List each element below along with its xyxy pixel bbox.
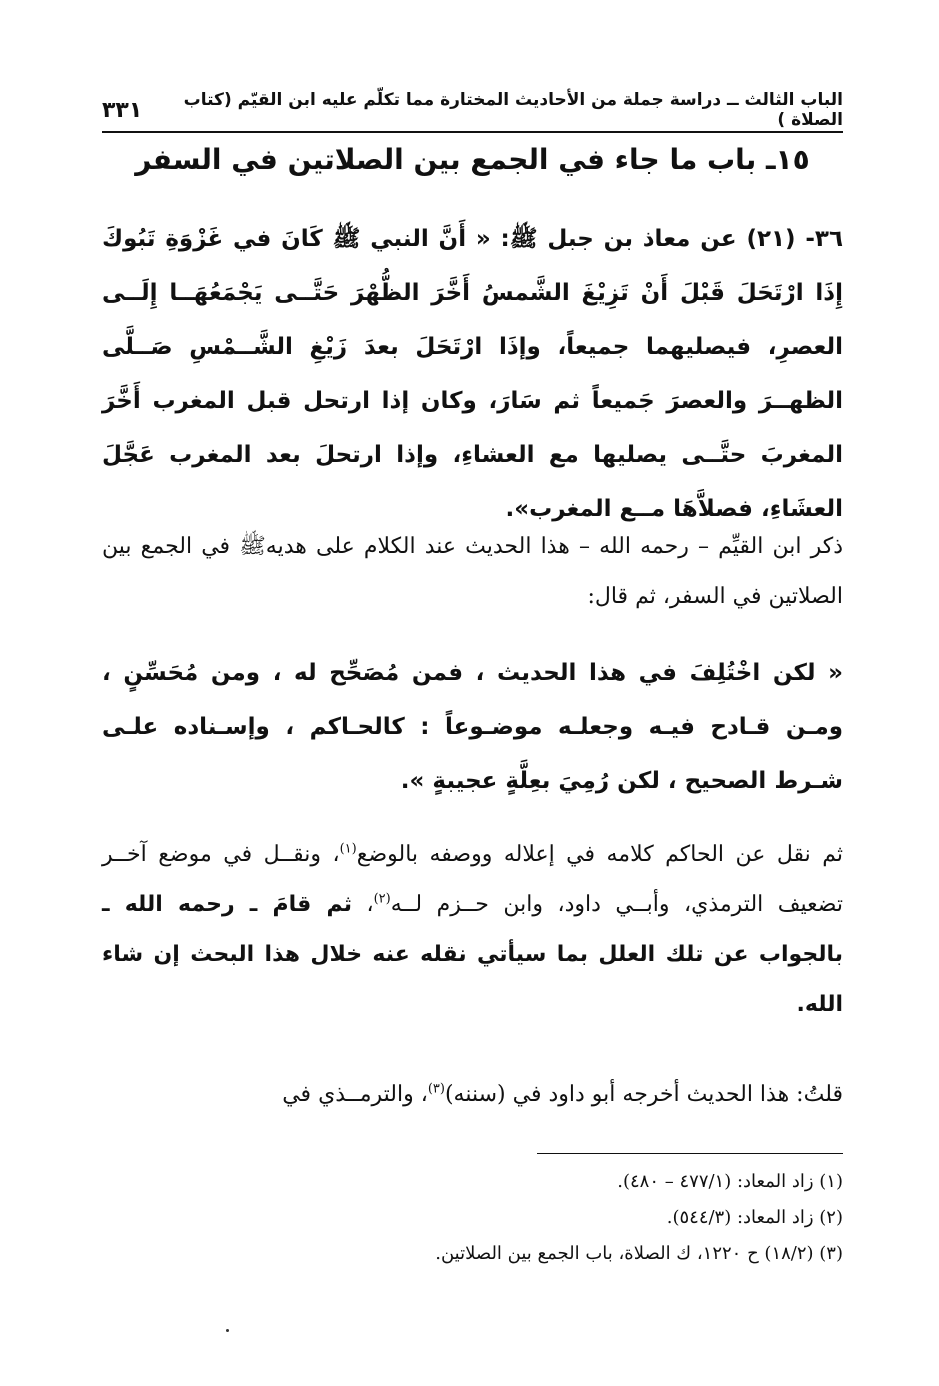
header-rule — [102, 131, 843, 133]
footnote-ref-2: (٢) — [373, 891, 391, 907]
conclusion-part-1: قلتُ: هذا الحديث أخرجه أبو داود في (سننه) — [444, 1082, 843, 1107]
conclusion-paragraph — [102, 1070, 843, 1120]
running-header — [102, 92, 843, 128]
ibn-qayyim-quote: « لكن اخْتُلِفَ في هذا الحديث ، فمن مُصَحِّح له ، ومن مُحَسِّنٍ ، ومـن قـادح فيـه وجعلـه موضـوعاً : كالحـاكم ، وإسـناده علـى شـرط الصحيح ، لكن رُمِيَ بعِلَّةٍ عجيبةٍ ». — [102, 660, 843, 794]
conclusion-part-2: ، والترمــذي في — [282, 1082, 428, 1107]
intro-paragraph: ذكر ابن القيِّم – رحمه الله – هذا الحديث عند الكلام على هديهﷺ في الجمع بين الصلاتين في السفر، ثم قال: — [102, 534, 843, 609]
footnote-ref-3: (٣) — [427, 1081, 445, 1097]
discussion-bold: ثم قامَ ـ رحمه الله ـ بالجواب عن تلك العلل بما سيأتي نقله عنه خلال هذا البحث إن شاء الله. — [102, 892, 843, 1017]
scan-speck — [226, 1329, 229, 1332]
footnote-rule — [537, 1153, 843, 1154]
hadith-body: عن معاذ بن جبل ﷺ: « أَنَّ النبي ﷺ كَانَ في غَزْوَةِ تَبُوكَ إِذَا ارْتَحَلَ قَبْلَ أَنْ تَزِيْغَ الشَّمسُ أَخَّرَ الظُّهْرَ حَتَّــى يَجْمَعُهَــا إِلَــى العصرِ، فيصليهما جميعاً، وإذَا ارْتَحَلَ بعدَ زَيْغِ الشَّــمْسِ صَــلَّى الظهــرَ والعصرَ جَميعاً ثم سَارَ، وكان إذا ارتحل قبل المغرب أَخَّرَ المغربَ حتَّــى يصليها مع العشاءِ، وإذا ارتحلَ بعد المغرب عَجَّلَ العشَاءِ، فصلاَّهَا مــع المغرب». — [102, 226, 843, 522]
running-title: الباب الثالث ــ دراسة جملة من الأحاديث المختارة مما تكلّم عليه ابن القيّم (كتاب الصلاة ) — [183, 90, 843, 130]
footnote-ref-1: (١) — [339, 841, 357, 857]
footnote-1: (١) زاد المعاد: (٤٧٧/١ – ٤٨٠). — [617, 1171, 843, 1192]
chapter-title: ١٥ـ باب ما جاء في الجمع بين الصلاتين في السفر — [135, 143, 810, 176]
footnotes — [102, 1164, 843, 1272]
discussion-part-3: ، — [351, 892, 374, 917]
hadith-number: ٣٦- (٢١) — [746, 226, 843, 252]
footnote-3: (٣) (١٨/٢) ح ١٢٢٠، ك الصلاة، باب الجمع بين الصلاتين. — [435, 1243, 843, 1264]
discussion-part-2: ، ونقــل في موضع آخــر تضعيف الترمذي، وأبــي داود، وابن حــزم لــه — [102, 842, 843, 917]
page-number: ٣٣١ — [102, 97, 143, 123]
hadith-text — [102, 212, 843, 536]
discussion-part-1: ثم نقل عن الحاكم كلامه في إعلاله ووصفه بالوضع — [356, 842, 843, 867]
footnote-2: (٢) زاد المعاد: (٥٤٤/٣). — [666, 1207, 843, 1228]
discussion-paragraph — [102, 830, 843, 1030]
